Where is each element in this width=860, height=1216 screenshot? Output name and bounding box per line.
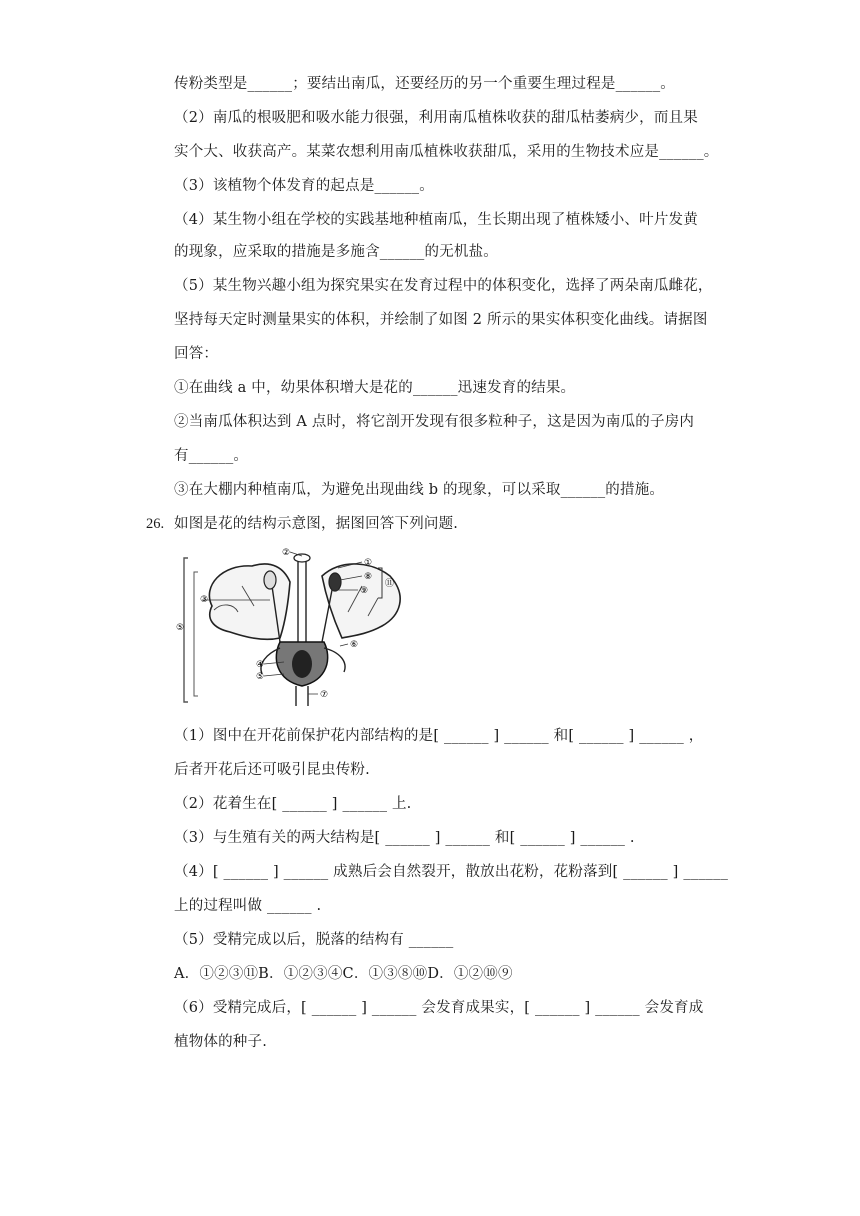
- label-6: ⑥: [350, 640, 359, 650]
- text-line: （6）受精完成后，[ ______ ] ______ 会发育成果实，[ ______ ] ______ 会发育成: [174, 1000, 704, 1016]
- text-line: （1）图中在开花前保护花内部结构的是[ ______ ] ______ 和[ ______ ] ______ ，: [174, 728, 704, 744]
- text-line: 有______。: [174, 448, 249, 464]
- answer-options: A．①②③⑪B．①②③④C．①③⑧⑩D．①②⑩⑨: [174, 966, 513, 982]
- text-line: （5）某生物兴趣小组为探究果实在发育过程中的体积变化，选择了两朵南瓜雌花，: [174, 278, 713, 294]
- text-line: 的现象，应采取的措施是多施含______的无机盐。: [174, 244, 498, 260]
- text-line: 植物体的种子.: [174, 1034, 268, 1050]
- text-line: （5）受精完成以后，脱落的结构有 ______: [174, 932, 454, 948]
- label-2: ②: [282, 548, 291, 558]
- label-7: ⑦: [320, 690, 329, 700]
- text-line: 上的过程叫做 ______ .: [174, 898, 322, 914]
- text-line: （2）南瓜的根吸肥和吸水能力很强，利用南瓜植株收获的甜瓜枯萎病少，而且果: [174, 110, 698, 126]
- label-4: ④: [256, 660, 265, 670]
- label-5-left: ⑤: [176, 623, 185, 633]
- text-line: 实个大、收获高产。某菜农想利用南瓜植株收获甜瓜，采用的生物技术应是______。: [174, 144, 719, 160]
- label-3: ③: [200, 595, 209, 605]
- label-8: ⑧: [364, 572, 373, 582]
- label-9: ⑨: [360, 586, 369, 596]
- text-line: ③在大棚内种植南瓜，为避免出现曲线 b 的现象，可以采取______的措施。: [174, 482, 665, 498]
- text-line: （4）[ ______ ] ______ 成熟后会自然裂开，散放出花粉，花粉落到[ ______ ] ______: [174, 864, 729, 880]
- text-line: （4）某生物小组在学校的实践基地种植南瓜，生长期出现了植株矮小、叶片发黄: [174, 212, 698, 228]
- text-line: （3）与生殖有关的两大结构是[ ______ ] ______ 和[ ______ ] ______ .: [174, 830, 635, 846]
- label-5: ⑤: [256, 672, 265, 682]
- text-line: （3）该植物个体发育的起点是______。: [174, 178, 434, 194]
- label-1: ①: [364, 558, 373, 568]
- flower-structure-diagram: [172, 546, 442, 708]
- label-11: ⑪: [385, 579, 395, 589]
- text-line: （2）花着生在[ ______ ] ______ 上.: [174, 796, 412, 812]
- text-line: ①在曲线 a 中，幼果体积增大是花的______迅速发育的结果。: [174, 380, 576, 396]
- text-line: 坚持每天定时测量果实的体积，并绘制了如图 2 所示的果实体积变化曲线。请据图: [174, 312, 708, 328]
- question-number: 26.: [146, 516, 165, 532]
- text-line: 传粉类型是______；要结出南瓜，还要经历的另一个重要生理过程是______。: [174, 76, 675, 92]
- text-line: ②当南瓜体积达到 A 点时，将它剖开发现有很多粒种子，这是因为南瓜的子房内: [174, 414, 695, 430]
- text-line: 后者开花后还可吸引昆虫传粉.: [174, 762, 370, 778]
- question-stem: 如图是花的结构示意图，据图回答下列问题.: [174, 516, 459, 532]
- text-line: 回答：: [174, 346, 219, 362]
